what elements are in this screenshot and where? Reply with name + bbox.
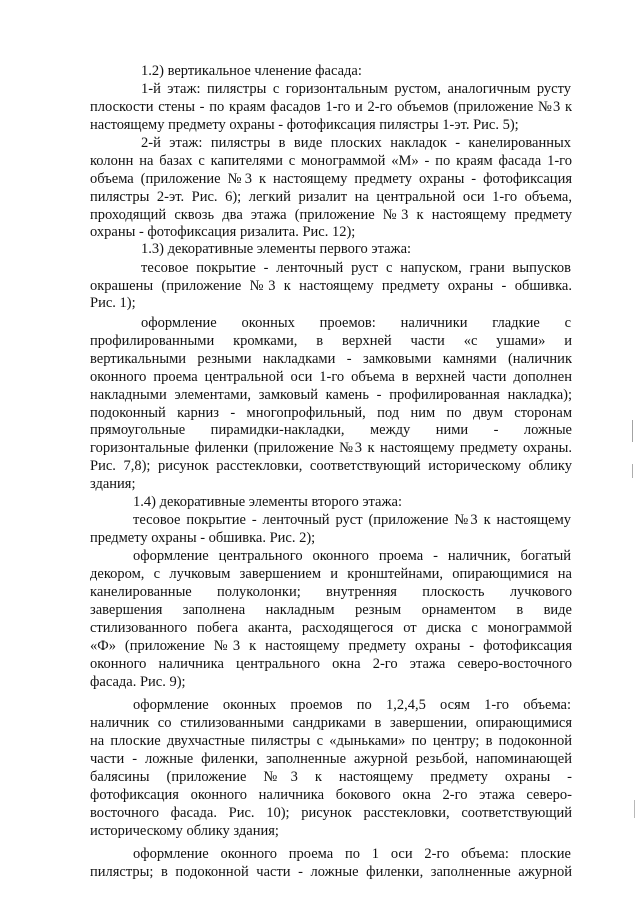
text-line: пилястры 2-эт. Рис. 6); легкий ризалит на центральной оси 1-го объема, [90, 189, 572, 205]
text-line: охраны - фотофиксация ризалита. Рис. 12); [90, 224, 356, 240]
text-line: историческому облику здания; [90, 823, 279, 839]
text-line: 1.2) вертикальное членение фасада: [141, 63, 362, 79]
scan-mark [632, 464, 633, 478]
text-line: подоконный карниз - многопрофильный, под ним по двум сторонам [90, 405, 572, 421]
text-line: оконного проема центральной оси 1-го объема в верхней части дополнен [90, 369, 572, 385]
text-line: предмету охраны - обшивка. Рис. 2); [90, 530, 316, 546]
text-line: Рис. 1); [90, 295, 136, 311]
text-line: плоскости стены - по краям фасадов 1-го и 2-го объемов (приложение №3 к [90, 99, 572, 115]
text-line: 1-й этаж: пилястры с горизонтальным рустом, аналогичным русту [141, 81, 571, 97]
text-line: «Ф» (приложение №3 к настоящему предмету охраны - фотофиксация [90, 638, 572, 654]
text-line: стилизованного побега аканта, расходящегося от диска с монограммой [90, 620, 572, 636]
text-line: части - ложные филенки, заполненные ажурной резьбой, напоминающей [90, 751, 572, 767]
text-line: на плоские двухчастные пилястры с «дыньками» по центру; в подоконной [90, 733, 572, 749]
text-line: 1.3) декоративные элементы первого этажа: [141, 241, 412, 257]
text-line: балясины (приложение №3 к настоящему предмету охраны - [90, 769, 572, 785]
text-line: оформление оконного проема по 1 оси 2-го объема: плоские [133, 846, 571, 862]
text-line: Рис. 7,8); рисунок расстекловки, соответствующий историческому облику [90, 458, 572, 474]
text-line: 2-й этаж: пилястры в виде плоских накладок - канелированных [141, 135, 571, 151]
text-line: вертикальными резными накладками - замковыми камнями (наличник [90, 351, 572, 367]
scan-mark [632, 420, 633, 442]
text-line: объема (приложение №3 к настоящему предмету охраны - фотофиксация [90, 171, 572, 187]
text-line: здания; [90, 476, 136, 492]
text-line: прямоугольные пирамидки-накладки, между ними - ложные [90, 422, 572, 438]
text-line: оконного наличника центрального окна 2-го этажа северо-восточного [90, 656, 572, 672]
text-line: накладными элементами, замковый камень - профилированная накладка); [90, 387, 572, 403]
text-line: настоящему предмету охраны - фотофиксация пилястры 1-эт. Рис. 5); [90, 117, 519, 133]
text-line: тесовое покрытие - ленточный руст (приложение №3 к настоящему [133, 512, 571, 528]
text-line: тесовое покрытие - ленточный руст с напуском, грани выпусков [141, 260, 571, 276]
text-line: восточного фасада. Рис. 10); рисунок расстекловки, соответствующий [90, 805, 572, 821]
text-line: 1.4) декоративные элементы второго этажа: [133, 494, 402, 510]
text-line: декором, с лучковым завершением и кронштейнами, опирающимися на [90, 566, 572, 582]
text-line: пилястры; в подоконной части - ложные филенки, заполненные ажурной [90, 864, 572, 880]
text-line: оформление оконных проемов по 1,2,4,5 осям 1-го объема: [133, 697, 571, 713]
text-line: оформление оконных проемов: наличники гладкие с [141, 315, 571, 331]
text-line: канелированные полуколонки; внутренняя плоскость лучкового [90, 584, 572, 600]
text-line: завершения заполнена накладным резным орнаментом в виде [90, 602, 572, 618]
text-line: окрашены (приложение №3 к настоящему предмету охраны - обшивка. [90, 278, 572, 294]
text-line: горизонтальные филенки (приложение №3 к настоящему предмету охраны. [90, 440, 572, 456]
text-line: профилированными кромками, в верхней части «с ушами» и [90, 333, 572, 349]
text-line: наличник со стилизованными сандриками в завершении, опирающимися [90, 715, 572, 731]
text-line: фотофиксация оконного наличника бокового окна 2-го этажа северо- [90, 787, 572, 803]
text-line: колонн на базах с капителями с монограммой «М» - по краям фасада 1-го [90, 153, 572, 169]
text-line: фасада. Рис. 9); [90, 674, 186, 690]
text-line: оформление центрального оконного проема - наличник, богатый [133, 548, 571, 564]
text-line: проходящий сквозь два этажа (приложение №3 к настоящему предмету [90, 207, 572, 223]
scan-mark [634, 800, 635, 818]
